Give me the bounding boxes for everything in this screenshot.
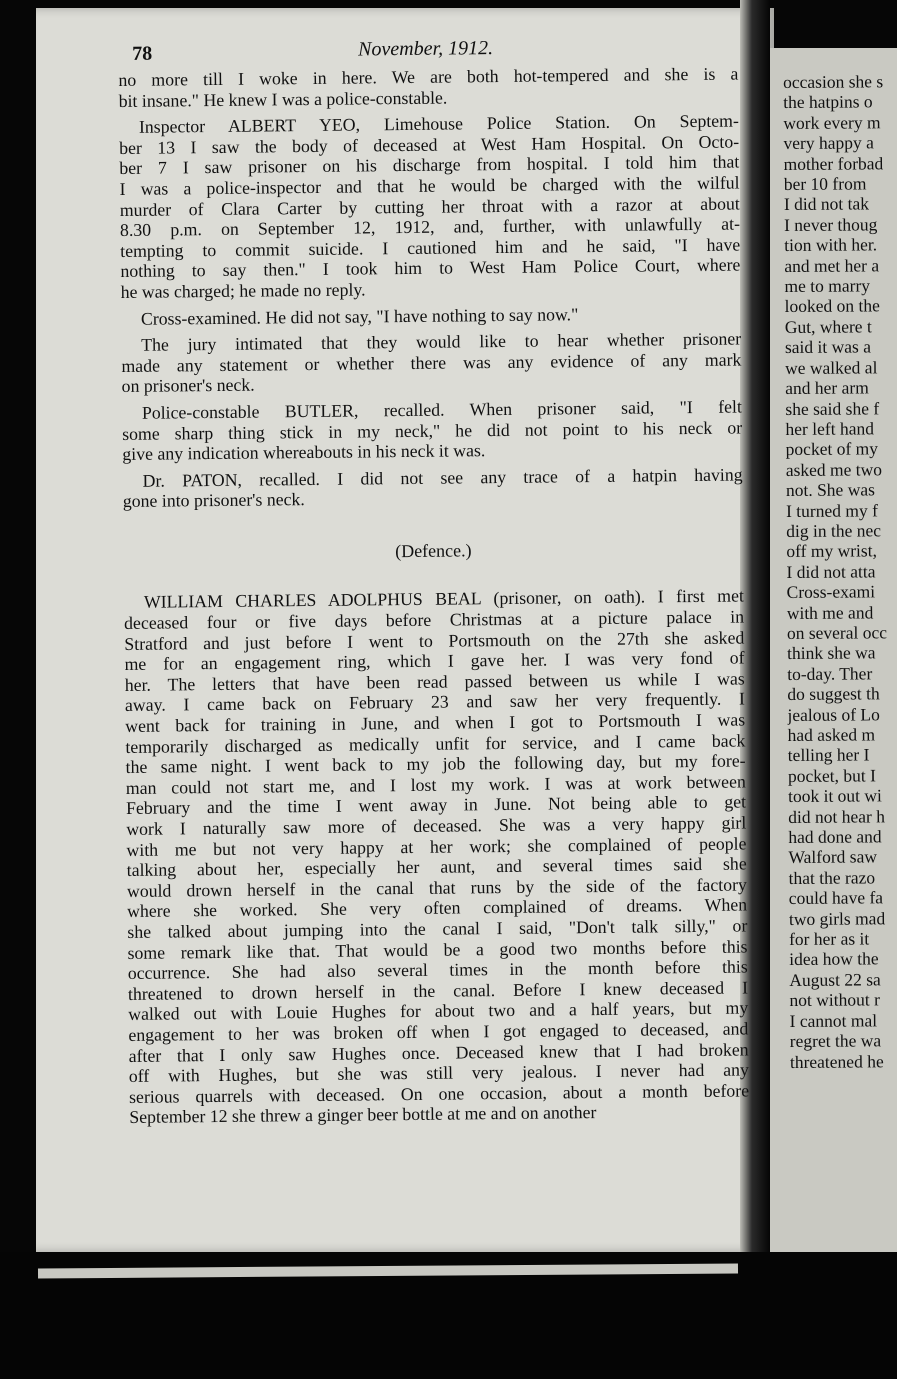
text-line: 8.30 p.m. on September 12, 1912, and, further, with unlawfully at- bbox=[119, 213, 741, 241]
text-line: engagement to her was broken off when I got engaged to deceased, and bbox=[128, 1018, 749, 1045]
right-page-line-fragment: I cannot mal bbox=[789, 1010, 878, 1031]
text-line: September 12 she threw a ginger beer bottle at me and on another bbox=[129, 1102, 597, 1128]
text-line: give any indication whereabouts in his neck it was. bbox=[122, 440, 486, 465]
right-page-line-fragment: mother forbad bbox=[783, 152, 884, 174]
right-page-line-fragment: I never thoug bbox=[783, 214, 878, 235]
paragraph bbox=[123, 464, 743, 512]
right-page-line-fragment: do suggest th bbox=[787, 683, 880, 705]
right-page-line-fragment: the hatpins o bbox=[783, 91, 873, 113]
right-page-line-fragment: jealous of Lo bbox=[787, 703, 880, 725]
paragraph bbox=[119, 111, 741, 303]
right-page-line-fragment: dig in the nec bbox=[786, 520, 882, 541]
right-page-line-fragment: I turned my f bbox=[785, 499, 878, 521]
right-page-line-fragment: off my wrist, bbox=[786, 540, 877, 562]
text-line: he was charged; he made no reply. bbox=[120, 279, 366, 302]
right-page-line-fragment: August 22 sa bbox=[789, 969, 881, 990]
text-line: away. I came back on February 23 and saw her very frequently. I bbox=[124, 688, 746, 716]
right-page-line-fragment: I did not tak bbox=[783, 193, 870, 215]
right-page-line-fragment: asked me two bbox=[785, 459, 883, 480]
text-line: ber 13 I saw the body of deceased at West Ham Hospital. On Octo- bbox=[119, 131, 740, 158]
right-page-line-fragment: I did not atta bbox=[786, 561, 876, 582]
text-line: some remark like that. That would be a good two months before this bbox=[127, 936, 748, 963]
right-page-line-fragment: not without r bbox=[789, 989, 880, 1011]
right-page-line-fragment: think she wa bbox=[786, 642, 876, 664]
text-line: occurrence. She had also several times in the month before this bbox=[127, 956, 748, 984]
right-page-line-fragment: pocket, but I bbox=[787, 765, 876, 786]
text-line: WILLIAM CHARLES ADOLPHUS BEAL (prisoner, on oath). I first met bbox=[143, 585, 744, 613]
text-line: Inspector ALBERT YEO, Limehouse Police Station. On Septem- bbox=[138, 110, 739, 137]
section-heading: (Defence.) bbox=[395, 540, 472, 562]
text-line: murder of Clara Carter by cutting her throat with a razor at about bbox=[119, 193, 740, 220]
right-page-line-fragment: we walked al bbox=[784, 357, 878, 378]
text-line: Stratford and just before I went to Portsmouth on the 27th she asked bbox=[124, 627, 745, 654]
right-page-line-fragment: did not hear h bbox=[788, 805, 885, 827]
text-line: man could not start me, and I lost my work. I was at work between bbox=[125, 771, 746, 798]
right-page-line-fragment: had asked m bbox=[787, 724, 876, 745]
text-line: made any statement or whether there was any evidence of any mark bbox=[121, 349, 742, 376]
right-page-line-fragment: had done and bbox=[788, 826, 882, 848]
text-line: serious quarrels with deceased. On one occasion, about a month before bbox=[128, 1080, 750, 1107]
left-page-text bbox=[118, 34, 749, 1128]
text-line: on prisoner's neck. bbox=[121, 374, 255, 397]
right-page-line-fragment: could have fa bbox=[788, 887, 884, 909]
text-line: she talked about jumping into the canal I said, "Don't talk silly," or bbox=[127, 915, 748, 942]
text-line: bit insane." He knew I was a police-constable. bbox=[118, 87, 448, 111]
right-page-line-fragment: and her arm bbox=[785, 377, 869, 399]
right-page-line-fragment: two girls mad bbox=[788, 907, 886, 929]
right-page-line-fragment: on several occ bbox=[786, 622, 888, 643]
text-line: the same night. I went back to my job the following day, but my fore- bbox=[125, 750, 746, 778]
right-page-text-fragments bbox=[783, 71, 897, 1072]
right-page-line-fragment: pocket of my bbox=[785, 438, 879, 460]
text-line: where she worked. She very often complained of dreams. When bbox=[127, 894, 748, 922]
text-line: talking about her, especially her aunt, and several times said she bbox=[126, 853, 747, 881]
text-line: gone into prisoner's neck. bbox=[122, 489, 305, 512]
right-page-line-fragment: took it out wi bbox=[787, 785, 882, 807]
right-page-line-fragment: Cross-exami bbox=[786, 581, 876, 603]
right-page-line-fragment: she said she f bbox=[785, 397, 880, 419]
right-page-line-fragment: Walford saw bbox=[788, 846, 878, 868]
right-page-line-fragment: tion with her. bbox=[784, 234, 878, 256]
text-line: me for an engagement ring, which I gave her. I was very fond of bbox=[124, 647, 745, 675]
right-page-line-fragment: very happy a bbox=[783, 132, 874, 154]
text-line: no more till I woke in here. We are both hot-tempered and she is a bbox=[118, 63, 739, 90]
right-page-line-fragment: for her as it bbox=[788, 928, 870, 950]
text-line: after that I only saw Hughes once. Deceased knew that I had broken bbox=[128, 1038, 749, 1066]
text-line: would drown herself in the canal that runs by the side of the factory bbox=[126, 874, 747, 901]
right-page-line-fragment: with me and bbox=[786, 601, 874, 623]
text-line: nothing to say then." I took him to West Ham Police Court, where bbox=[120, 254, 741, 282]
right-page-line-fragment: occasion she s bbox=[783, 71, 884, 92]
text-line: Cross-examined. He did not say, "I have nothing to say now." bbox=[140, 303, 579, 329]
right-page-line-fragment: me to marry bbox=[784, 275, 871, 297]
text-line: The jury intimated that they would like to hear whether prisoner bbox=[141, 328, 742, 355]
running-title: November, 1912. bbox=[357, 37, 494, 61]
right-page-line-fragment: threatened he bbox=[789, 1050, 884, 1072]
right-page-line-fragment: that the razo bbox=[788, 867, 876, 888]
right-page-line-fragment: to-day. Ther bbox=[787, 663, 873, 684]
testimony-paragraphs bbox=[118, 64, 743, 518]
paragraph bbox=[121, 329, 742, 397]
text-line: tempting to commit suicide. I cautioned him and he said, "I have bbox=[120, 234, 741, 261]
text-line: I was a police-inspector and that he would be charged with the wilful bbox=[119, 172, 740, 199]
text-line: temporarily discharged as medically unfit for service, and I came back bbox=[125, 730, 746, 757]
defence-paragraph bbox=[124, 586, 750, 1128]
page-number: 78 bbox=[132, 42, 153, 65]
right-page-line-fragment: ber 10 from bbox=[783, 173, 867, 195]
text-line: February and the time I went away in June. Not being able to get bbox=[125, 791, 747, 819]
right-page-line-fragment: idea how the bbox=[789, 948, 879, 970]
right-page-line-fragment: work every m bbox=[783, 112, 881, 133]
paragraph bbox=[122, 396, 743, 464]
right-page-line-fragment: looked on the bbox=[784, 295, 880, 317]
text-line: threatened to drown herself in the canal. Before I knew deceased I bbox=[127, 977, 749, 1004]
text-line: work I naturally saw more of deceased. She was a very happy girl bbox=[126, 812, 747, 839]
text-line: her. The letters that have been read passed between us while I was bbox=[124, 668, 745, 695]
text-line: Police-constable BUTLER, recalled. When prisoner said, "I felt bbox=[141, 396, 742, 423]
right-page-line-fragment: and met her a bbox=[784, 254, 880, 276]
right-page-line-fragment: said it was a bbox=[784, 336, 872, 358]
text-line: Dr. PATON, recalled. I did not see any trace of a hatpin having bbox=[142, 464, 743, 491]
text-line: off with Hughes, but she was still very jealous. I never had any bbox=[128, 1059, 749, 1087]
right-page-line-fragment: regret the wa bbox=[789, 1030, 882, 1052]
text-line: ber 7 I saw prisoner on his discharge from hospital. I told him that bbox=[119, 151, 740, 179]
right-page-line-fragment: her left hand bbox=[785, 418, 874, 439]
paragraph bbox=[118, 64, 738, 112]
text-line: walked out with Louie Hughes for about two and a half years, but my bbox=[128, 997, 749, 1025]
text-line: some sharp thing stick in my neck," he did not point to his neck or bbox=[122, 416, 743, 444]
right-page-line-fragment: telling her I bbox=[787, 744, 870, 766]
text-line: deceased four or five days before Christmas at a picture palace in bbox=[124, 606, 745, 634]
right-page-line-fragment: not. She was bbox=[785, 479, 875, 501]
right-page-line-fragment: Gut, where t bbox=[784, 316, 872, 337]
text-line: with me but not very happy at her work; she complained of people bbox=[126, 833, 747, 860]
text-line: went back for training in June, and when I got to Portsmouth I was bbox=[125, 709, 746, 736]
